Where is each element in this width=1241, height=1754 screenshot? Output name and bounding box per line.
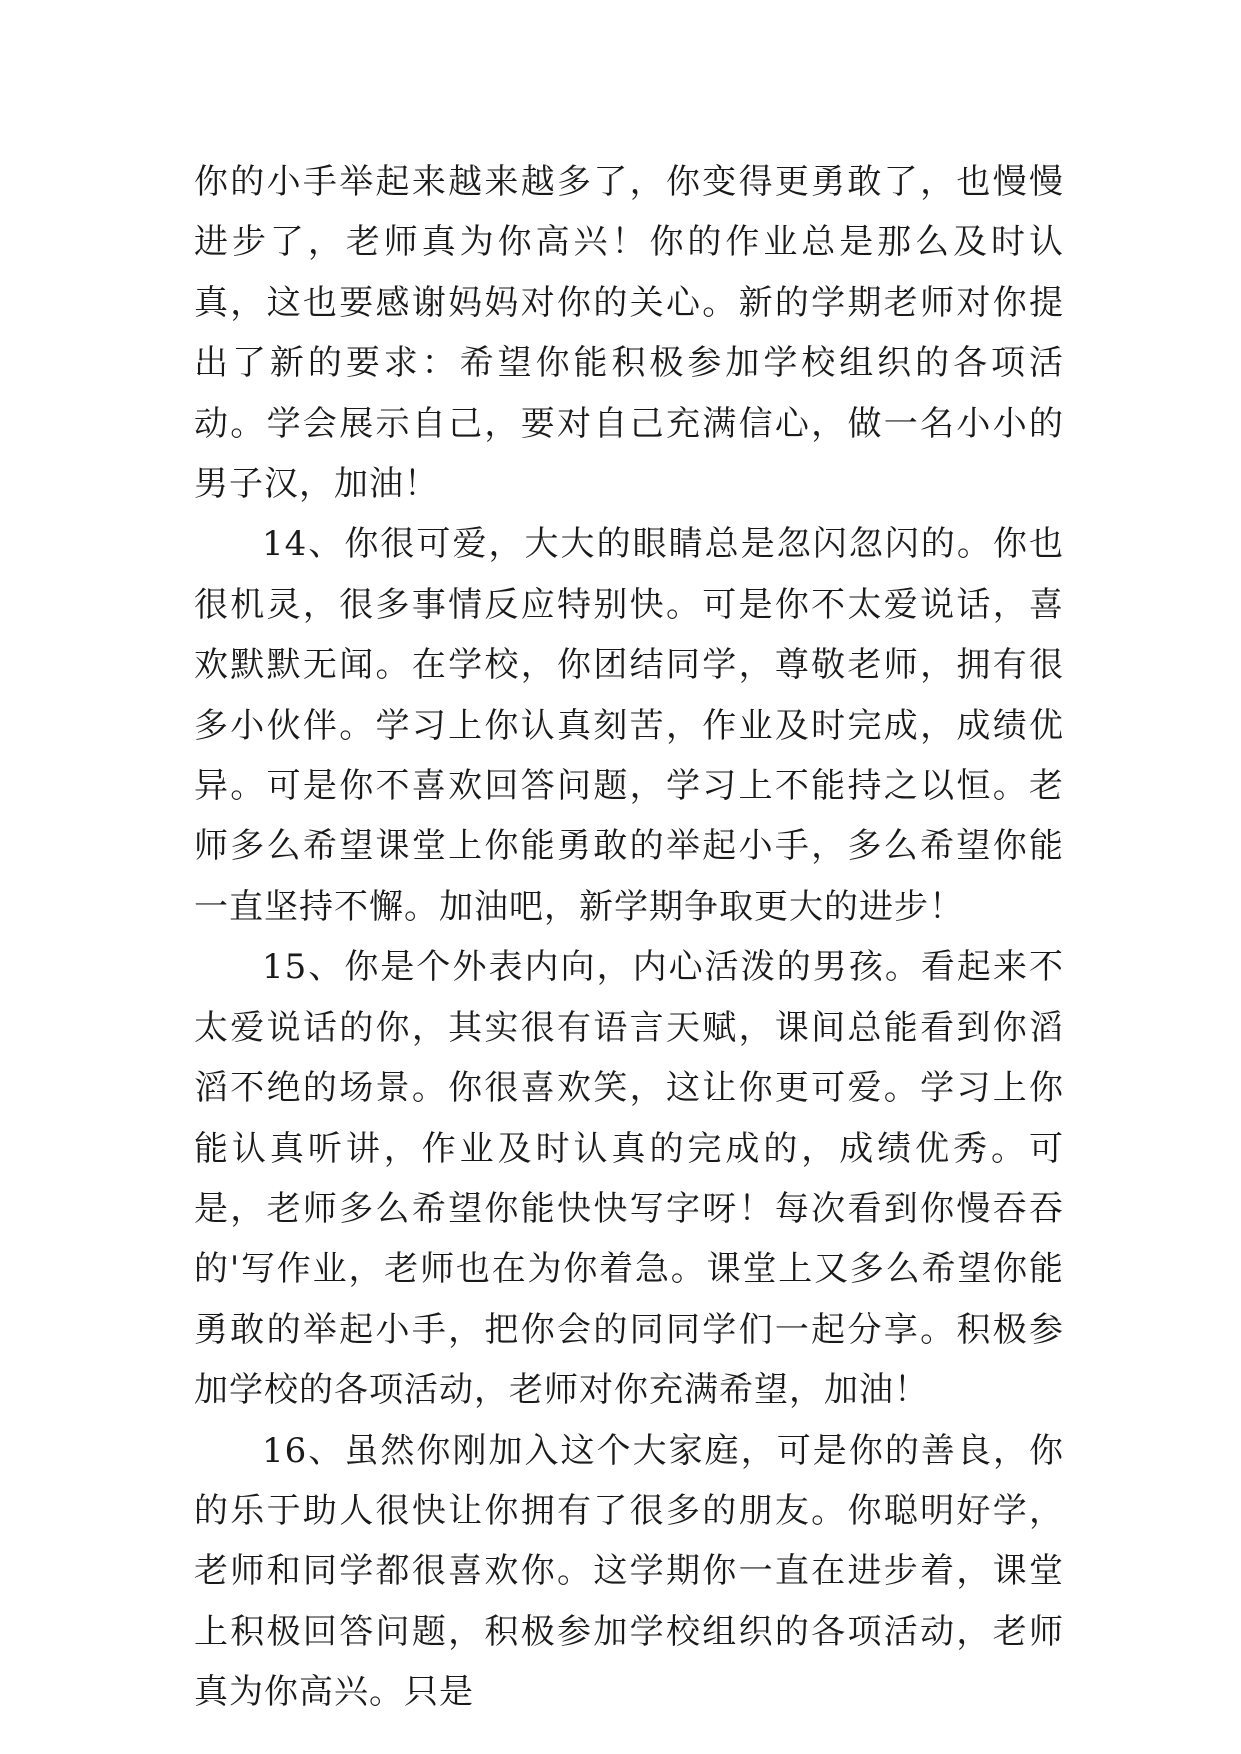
paragraph-15: 15、你是个外表内向，内心活泼的男孩。看起来不太爱说话的你，其实很有语言天赋，课间总能看到你滔滔不绝的场景。你很喜欢笑，这让你更可爱。学习上你能认真听讲，作业及时认真的完成的，成绩优秀。可是，老师多么希望你能快快写字呀！每次看到你慢吞吞的'写作业，老师也在为你着急。课堂上又多么希望你能勇敢的举起小手，把你会的同同学们一起分享。积极参加学校的各项活动，老师对你充满希望，加油！ bbox=[194, 947, 1064, 1411]
document-body bbox=[194, 152, 1064, 1723]
paragraph-16: 16、虽然你刚加入这个大家庭，可是你的善良，你的乐于助人很快让你拥有了很多的朋友。你聪明好学，老师和同学都很喜欢你。这学期你一直在进步着，课堂上积极回答问题，积极参加学校组织的各项活动，老师真为你高兴。只是 bbox=[194, 1430, 1064, 1713]
paragraph-intro: 你的小手举起来越来越多了，你变得更勇敢了，也慢慢进步了，老师真为你高兴！你的作业总是那么及时认真，这也要感谢妈妈对你的关心。新的学期老师对你提出了新的要求：希望你能积极参加学校组织的各项活动。学会展示自己，要对自己充满信心，做一名小小的男子汉，加油！ bbox=[194, 162, 1064, 505]
paragraph-14: 14、你很可爱，大大的眼睛总是忽闪忽闪的。你也很机灵，很多事情反应特别快。可是你不太爱说话，喜欢默默无闻。在学校，你团结同学，尊敬老师，拥有很多小伙伴。学习上你认真刻苦，作业及时完成，成绩优异。可是你不喜欢回答问题，学习上不能持之以恒。老师多么希望课堂上你能勇敢的举起小手，多么希望你能一直坚持不懈。加油吧，新学期争取更大的进步！ bbox=[194, 524, 1064, 927]
